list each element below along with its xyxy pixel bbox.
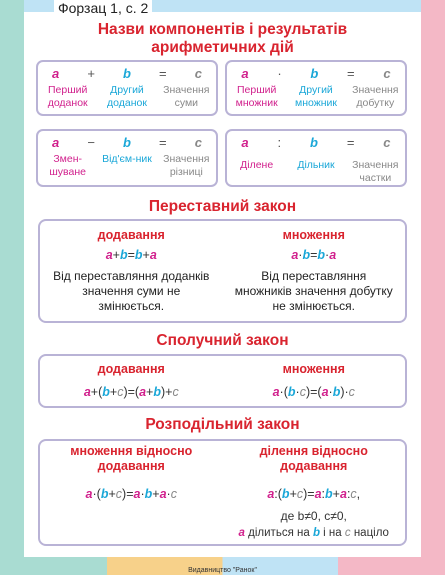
distributive-mul-heading: множення відносно додавання [70,444,193,473]
subtraction-label-minuend: Змен-шуване [49,153,86,178]
multiplication-label-result: Значення добутку [352,84,399,109]
commutative-mul-formula: a·b=b·a [291,248,337,262]
addition-label-first: Перший доданок [47,84,88,109]
commutative-card [38,219,407,323]
distributive-mul-formula: a·(b+c)=a·b+a·c [85,487,177,501]
multiplication-label-first: Перший множник [235,84,278,109]
left-color-strip [0,0,24,575]
subtraction-label-result: Значення різниці [163,153,210,178]
associative-add-heading: додавання [97,362,165,376]
associative-mul-formula: a·(b·c)=(a·b)·c [272,385,355,399]
division-equation: a : b = c [241,135,391,150]
distributive-condition-line1: де b≠0, c≠0, [280,509,347,523]
commutative-add-heading: додавання [97,228,165,242]
page-sheet [24,0,421,557]
subtraction-label-subtrahend: Від'єм-ник [102,153,152,165]
division-card [225,129,407,187]
division-label-divisor: Дільник [297,159,335,171]
division-label-result: Значення частки [352,159,399,184]
multiplication-card [225,60,407,116]
division-label-dividend: Ділене [240,159,274,171]
page-header-label: Форзац 1, с. 2 [54,0,152,16]
commutative-title: Переставний закон [148,198,297,215]
publisher-footer: Видавництво "Ранок" [188,567,257,574]
distributive-div-formula: a:(b+c)=a:b+a:c, [267,487,361,501]
associative-title: Сполучний закон [156,332,289,349]
addition-equation: a + b = c [52,66,202,81]
addition-label-result: Значення суми [163,84,210,109]
associative-mul-heading: множення [282,362,345,376]
commutative-mul-description: Від переставляння множників значення добутку не змінюється. [234,269,393,313]
distributive-condition-line2: a ділиться на b і на c націло [238,527,389,539]
commutative-add-description: Від переставляння доданків значення суми не змінюється. [53,269,210,313]
multiplication-equation: a · b = c [241,66,391,81]
subtraction-card [36,129,218,187]
subtraction-equation: a − b = c [52,135,202,150]
addition-label-second: Другий доданок [107,84,147,109]
addition-card [36,60,218,116]
associative-add-formula: a+(b+c)=(a+b)+c [83,385,179,399]
commutative-add-formula: a+b=b+a [105,248,157,262]
distributive-card [38,439,407,546]
multiplication-label-second: Другий множник [294,84,337,109]
distributive-div-heading: ділення відносно додавання [259,444,368,473]
associative-card [38,354,407,408]
distributive-title: Розподільний закон [145,416,300,433]
commutative-mul-heading: множення [282,228,345,242]
components-title: Назви компонентів і результатів арифметичних дій [97,21,348,56]
right-color-strip [421,0,445,575]
